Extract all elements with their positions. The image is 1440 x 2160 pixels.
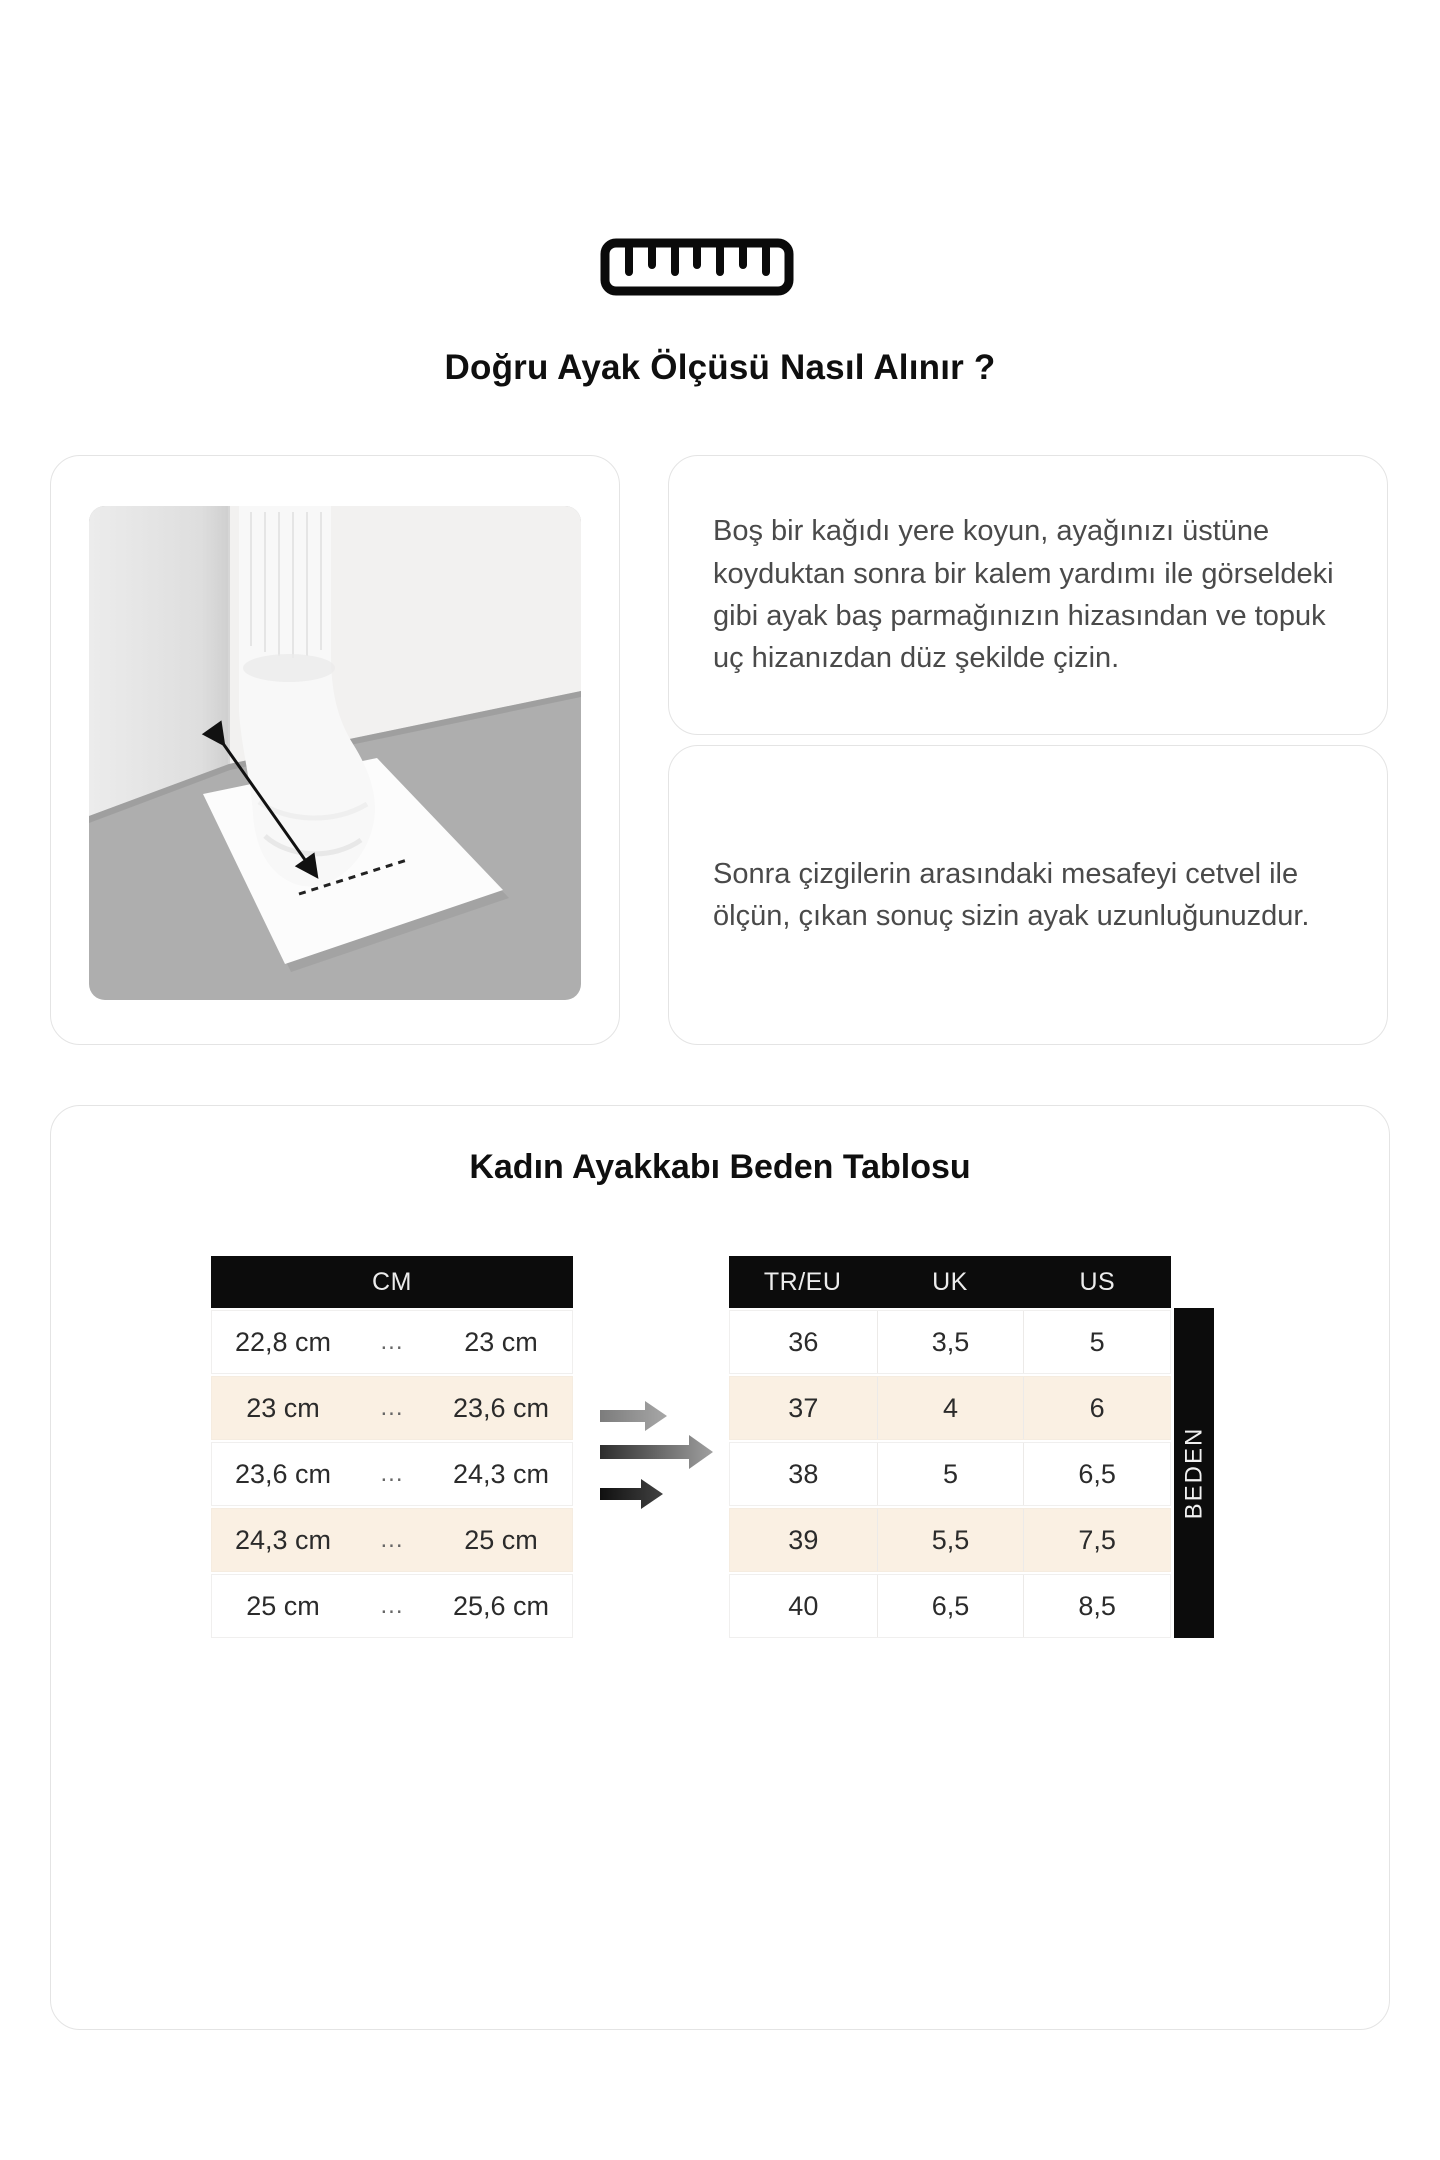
size-table-header — [729, 1256, 1171, 1308]
size-table-row: 40 6,5 8,5 — [729, 1574, 1171, 1638]
size-table-row: 39 5,5 7,5 — [729, 1508, 1171, 1572]
cm-header-label: CM — [372, 1267, 412, 1296]
beden-side-label: BEDEN — [1174, 1308, 1214, 1638]
size-table-row: 36 3,5 5 — [729, 1310, 1171, 1374]
instruction-text-1: Boş bir kağıdı yere koyun, ayağınızı üstüne koyduktan sonra bir kalem yardımı ile görseldeki gibi ayak baş parmağınızın hizasından ve topuk uç hizanızdan düz şekilde çizin. — [713, 515, 1334, 675]
size-chart-card — [50, 1105, 1390, 2030]
cm-table-row: 22,8 cm ... 23 cm — [211, 1310, 573, 1374]
size-table-row: 38 5 6,5 — [729, 1442, 1171, 1506]
instruction-box-1 — [668, 455, 1388, 735]
cm-table-row: 23,6 cm ... 24,3 cm — [211, 1442, 573, 1506]
photo-wall-left — [89, 506, 229, 816]
cm-range-table — [211, 1256, 573, 1638]
page-title: Doğru Ayak Ölçüsü Nasıl Alınır ? — [444, 348, 996, 387]
size-chart-title: Kadın Ayakkabı Beden Tablosu — [469, 1148, 971, 1186]
size-table-row: 37 4 6 — [729, 1376, 1171, 1440]
cm-table-row: 23 cm ... 23,6 cm — [211, 1376, 573, 1440]
foot-measure-photo-card — [50, 455, 620, 1045]
cm-table-header — [211, 1256, 573, 1308]
cm-table-row: 25 cm ... 25,6 cm — [211, 1574, 573, 1638]
foot-measure-photo — [89, 506, 581, 1000]
ruler-icon — [600, 238, 794, 296]
instruction-text-2: Sonra çizgilerin arasındaki mesafeyi cetvel ile ölçün, çıkan sonuç sizin ayak uzunluğunuzdur. — [713, 857, 1310, 932]
header-tr-eu: TR/EU — [763, 1267, 842, 1296]
header-uk: UK — [932, 1267, 968, 1296]
conversion-arrows-icon — [597, 1393, 715, 1513]
cm-table-row: 24,3 cm ... 25 cm — [211, 1508, 573, 1572]
header-us: US — [1079, 1267, 1116, 1296]
size-conversion-table — [729, 1256, 1171, 1638]
instruction-box-2 — [668, 745, 1388, 1045]
